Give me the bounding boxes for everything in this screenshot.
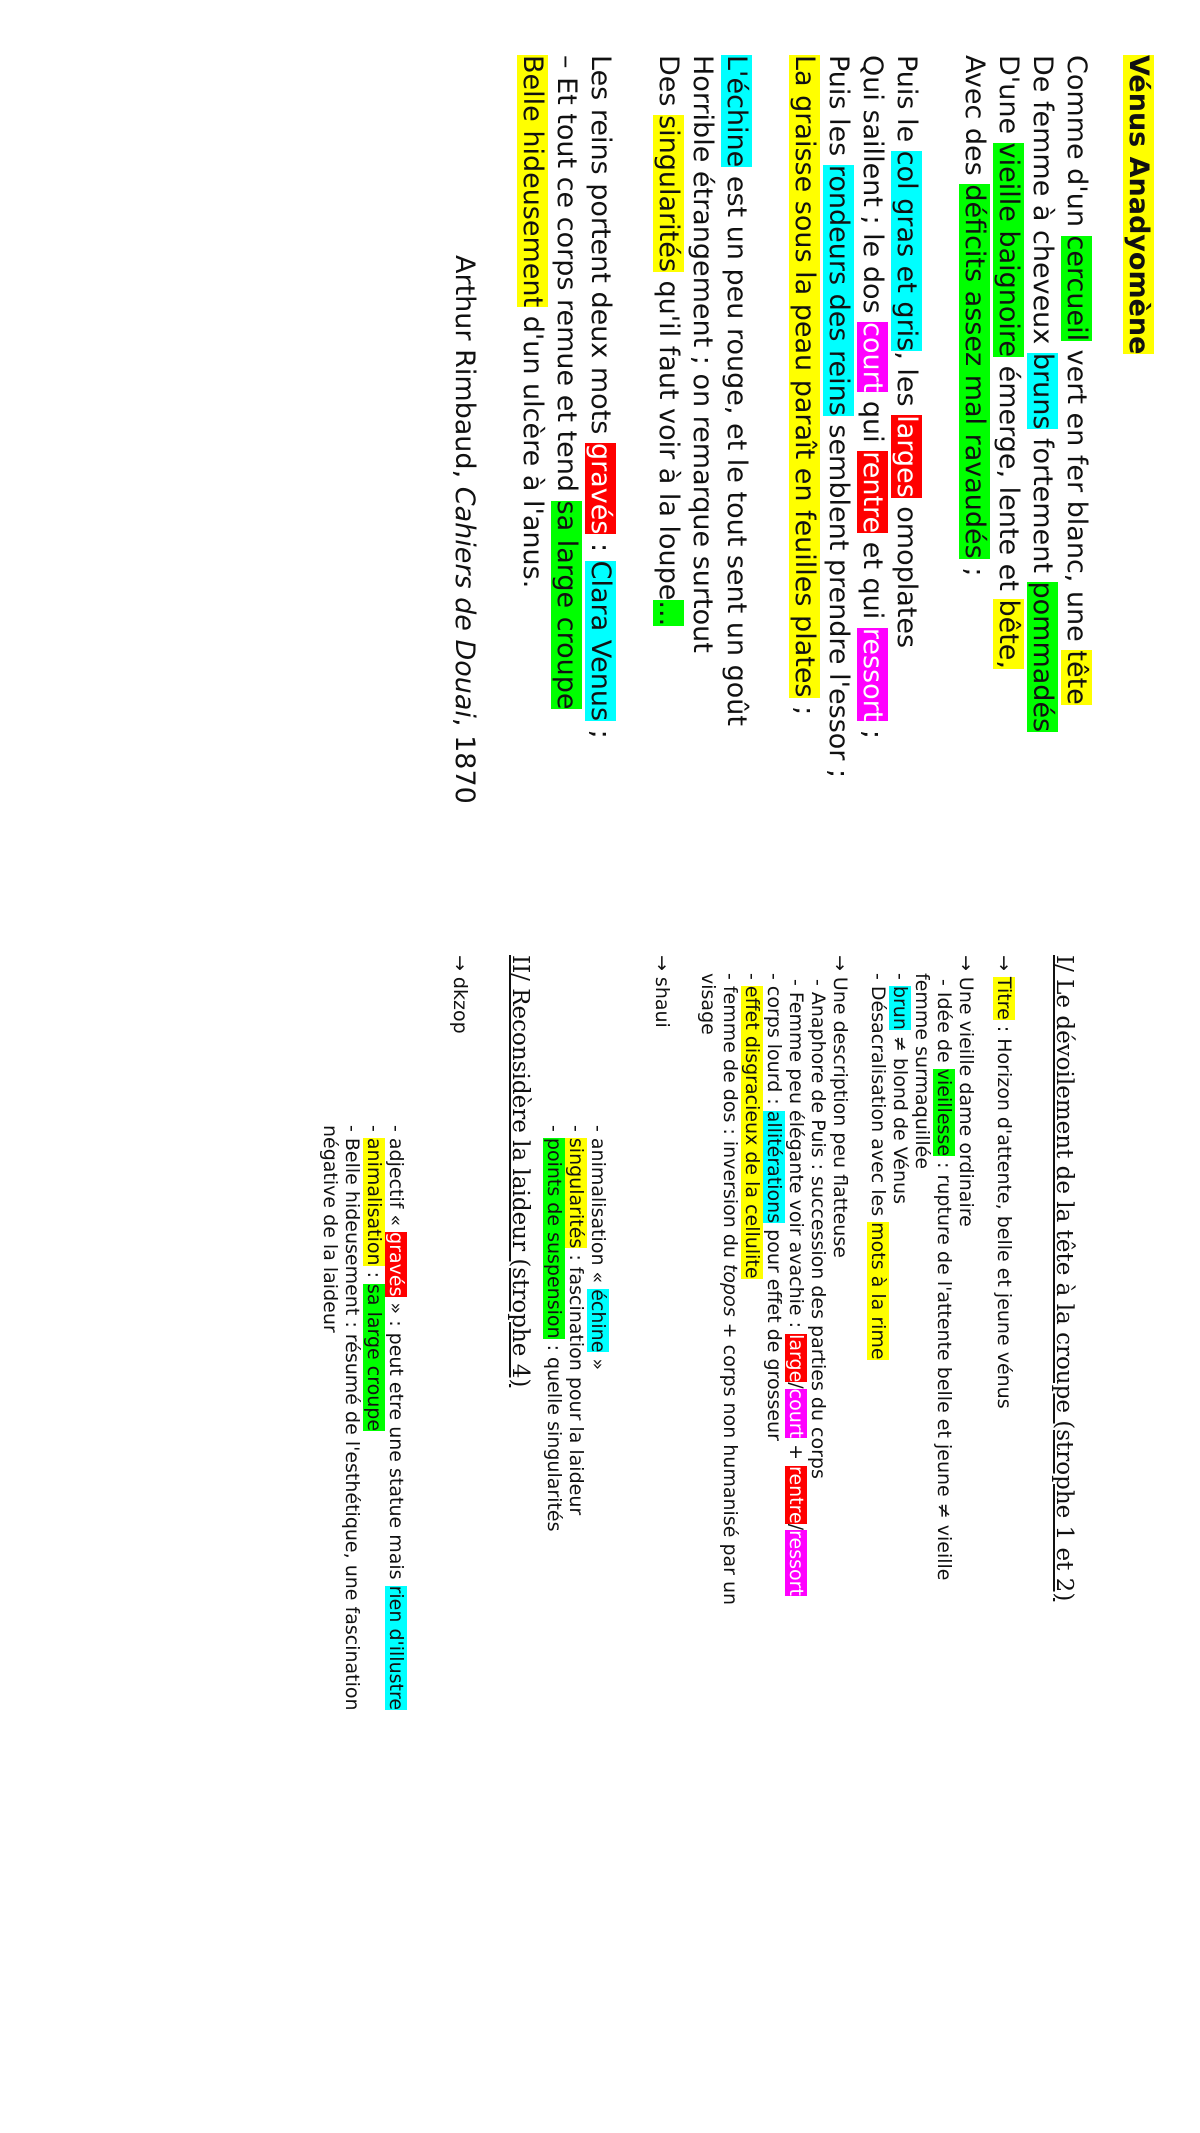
text: - Idée de: [933, 979, 955, 1069]
highlight-pommades: pommadés: [1027, 581, 1058, 733]
arrow-item-dkzop: [319, 955, 471, 2085]
highlight-mots-rime: mots à la rime: [867, 1222, 889, 1360]
text: omoplates: [891, 497, 922, 649]
stanza-2: [787, 55, 923, 1055]
analysis-notes: [303, 955, 1075, 2085]
arrow-icon: →: [955, 955, 977, 971]
text: -: [889, 973, 911, 986]
poem-line: [957, 55, 991, 1055]
text: : fascination pour la laideur: [565, 1248, 587, 1516]
highlight-brun: brun: [889, 985, 911, 1030]
text: - Belle hideusement : résumé de l'esthétique, une fascination: [341, 1125, 363, 1711]
text: ≠ blond de Vénus: [889, 1029, 911, 1204]
highlight-rondeurs: rondeurs des reins: [823, 164, 854, 416]
highlight-vieillesse: vieillesse: [933, 1068, 955, 1157]
text: vert en fer blanc, une: [1061, 341, 1092, 651]
highlight-graves: gravés: [385, 1232, 407, 1297]
highlight-rentre: rentre: [785, 1466, 807, 1524]
text: qu'il faut voir à la loupe: [653, 271, 684, 601]
highlight-court: court: [785, 1388, 807, 1439]
text: fortement: [1027, 429, 1058, 582]
text: ;: [789, 697, 820, 716]
arrow-item-title: [993, 955, 1015, 2085]
highlight-large-croupe: sa large croupe: [363, 1284, 385, 1432]
highlight-titre: Titre: [993, 976, 1015, 1020]
poem-line: [651, 55, 685, 1055]
highlight-large-croupe: sa large croupe: [551, 500, 582, 710]
poem-line: [821, 55, 855, 1055]
text: Les reins portent deux mots: [585, 55, 616, 443]
text: , les: [891, 351, 922, 416]
poem-line: [889, 55, 923, 1055]
text: - Anaphore de Puis : succession des parties du corps: [807, 979, 829, 1479]
poem-title-text: Vénus Anadyomène: [1123, 55, 1154, 355]
stanza-4: [515, 55, 617, 1055]
text: topos: [719, 1263, 741, 1317]
highlight-cellulite: effet disgracieux de la cellulite: [741, 985, 763, 1279]
text: et qui: [857, 533, 888, 628]
text: - adjectif «: [385, 1125, 407, 1233]
text: - femme de dos : inversion du: [719, 973, 741, 1264]
highlight-singularites: singularités: [565, 1137, 587, 1249]
poem-line: [1025, 55, 1059, 1055]
poem-line: [515, 55, 549, 1055]
text: /: [785, 1523, 807, 1531]
text: /: [785, 1382, 807, 1389]
text: Puis le: [891, 55, 922, 151]
year: , 1870: [449, 717, 480, 804]
arrow-item-vieille-dame: [867, 955, 977, 2085]
highlight-singularites: singularités: [653, 115, 684, 272]
highlight-deficits: déficits assez mal ravaudés: [959, 184, 990, 559]
text: dkzop: [449, 976, 471, 1034]
stanza-1: [957, 55, 1093, 1055]
text: Comme d'un: [1061, 55, 1092, 236]
text: - animalisation «: [587, 1125, 609, 1290]
text: shaui: [651, 976, 673, 1028]
highlight-large: large: [785, 1334, 807, 1383]
highlight-clara-venus: Clara Venus: [585, 560, 616, 722]
poem-line: [855, 55, 889, 1055]
text: »: [587, 1352, 609, 1371]
work-title: Cahiers de Douai: [449, 486, 480, 718]
arrow-icon: →: [651, 955, 673, 971]
poem-line: [719, 55, 753, 1055]
text: - Femme peu élégante voir avachie :: [785, 979, 807, 1335]
arrow-item-description: [697, 955, 851, 2085]
highlight-rentre: rentre: [857, 451, 888, 534]
text: - corps lourd :: [763, 973, 785, 1111]
text: Puis les: [823, 55, 854, 165]
section-title-1: I/ Le dévoilement de la tête à la croupe (strophe 1 et 2): [1051, 955, 1077, 1602]
arrow-icon: →: [993, 955, 1015, 971]
poem-block: [447, 55, 1155, 1055]
text: négative de la laideur: [319, 1125, 341, 1333]
poem-line: [787, 55, 821, 1055]
poem-line: Horrible étrangement ; on remarque surtout: [687, 55, 718, 653]
text: est un peu rouge, et le tout sent un goût: [721, 167, 752, 726]
text: qui: [857, 392, 888, 452]
poem-line: [991, 55, 1025, 1055]
text: Une description peu flatteuse: [829, 976, 851, 1258]
text: -: [565, 1125, 587, 1138]
highlight-echine: échine: [587, 1289, 609, 1353]
arrow-icon: →: [449, 955, 471, 971]
highlight-ellipsis: ...: [653, 600, 684, 627]
text: -: [543, 1125, 565, 1138]
highlight-graves: gravés: [585, 442, 616, 535]
text: visage: [697, 973, 719, 1035]
text: - Désacralisation avec les: [867, 973, 889, 1223]
poem-line: [1059, 55, 1093, 1055]
highlight-vieille-baignoire: vieille baignoire: [993, 142, 1024, 358]
text: émerge, lente et: [993, 357, 1024, 600]
stanza-3: [651, 55, 753, 1055]
highlight-court: court: [857, 322, 888, 393]
text: – Et tout ce corps remue et tend: [551, 55, 582, 501]
text: De femme à cheveux: [1027, 55, 1058, 353]
highlight-echine: L'échine: [721, 55, 752, 168]
text: :: [585, 534, 616, 561]
text: : Horizon d'attente, belle et jeune vénus: [993, 1019, 1015, 1409]
highlight-belle-hideusement: Belle hideusement: [517, 55, 548, 308]
poem-line: [549, 55, 583, 1055]
highlight-ressort: ressort: [785, 1530, 807, 1596]
section-title-2: II/ Reconsidère la laideur (strophe 4): [507, 955, 533, 1388]
text: + corps non humanisé par un: [719, 1316, 741, 1606]
text: femme surmaquillée: [911, 973, 933, 1170]
highlight-larges: larges: [891, 415, 922, 498]
arrow-item-shaui: [543, 955, 673, 2085]
text: : quelle singularités: [543, 1338, 565, 1532]
text: ;: [857, 721, 888, 740]
arrow-icon: →: [829, 955, 851, 971]
text: Des: [653, 55, 684, 116]
highlight-suspension: points de suspension: [543, 1137, 565, 1339]
text: semblent prendre l'essor ;: [823, 415, 854, 779]
text: d'un ulcère à l'anus.: [517, 307, 548, 589]
highlight-tete: tête: [1061, 650, 1092, 705]
text: pour effet de grosseur: [763, 1223, 785, 1441]
highlight-rien-illustre: rien d'illustre: [385, 1585, 407, 1711]
author: Arthur Rimbaud,: [449, 255, 480, 487]
text: -: [741, 973, 763, 986]
text: : rupture de l'attente belle et jeune ≠ vieille: [933, 1156, 955, 1581]
highlight-bruns: bruns: [1027, 352, 1058, 430]
text: Avec des: [959, 55, 990, 185]
text: +: [785, 1438, 807, 1467]
highlight-cercueil: cercueil: [1061, 235, 1092, 342]
text: Qui saillent ; le dos: [857, 55, 888, 323]
poem-line: [583, 55, 617, 1055]
signature: [447, 55, 481, 1055]
text: :: [363, 1265, 385, 1285]
poem-title: [1121, 55, 1155, 1055]
text: » : peut etre une statue mais: [385, 1296, 407, 1586]
text: Une vieille dame ordinaire: [955, 976, 977, 1227]
highlight-animalisation: animalisation: [363, 1137, 385, 1266]
highlight-alliterations: allitérations: [763, 1110, 785, 1224]
text: -: [363, 1125, 385, 1138]
highlight-bete: bête,: [993, 599, 1024, 669]
text: ;: [585, 721, 616, 739]
text: D'une: [993, 55, 1024, 143]
highlight-ressort: ressort: [857, 627, 888, 722]
highlight-col-gras: col gras et gris: [891, 150, 922, 352]
highlight-graisse: La graisse sous la peau paraît en feuilles plates: [789, 55, 820, 698]
text: ;: [959, 558, 990, 577]
